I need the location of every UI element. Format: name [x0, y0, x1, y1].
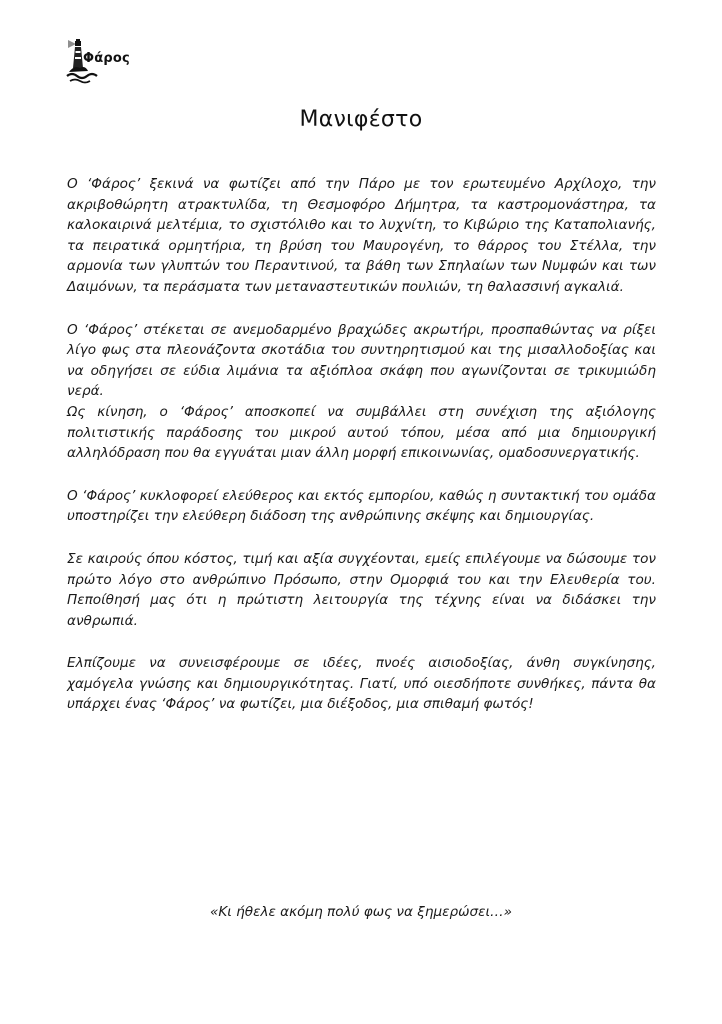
manifesto-body — [67, 174, 656, 737]
logo-text: Φάρος — [83, 51, 130, 66]
closing-quote: «Κι ήθελε ακόμη πολύ φως να ξημερώσει…» — [209, 904, 513, 920]
paragraph: Ο ‘Φάρος’ ξεκινά να φωτίζει από την Πάρο με τον ερωτευμένο Αρχίλοχο, την ακριβοθώρητη ατρακτυλίδα, τη Θεσμοφόρο Δήμητρα, τα καστρομονάστηρα, τα καλοκαιρινά μελτέμια, το σχιστόλιθο και το λυχνίτη, το Κιβώριο της Καταπολιανής, τα πειρατικά ορμητήρια, τη βρύση του Μαυρογένη, το θάρρος του Στέλλα, την αρμονία των γλυπτών του Περαντινού, τα βάθη των Σπηλαίων των Νυμφών και των Δαιμόνων, τα περάσματα των μεταναστευτικών πουλιών, τη θαλασσινή αγκαλιά. — [67, 176, 656, 295]
paragraph: Ο ‘Φάρος’ κυκλοφορεί ελεύθερος και εκτός εμπορίου, καθώς η συντακτική του ομάδα υποστηρίζει την ελεύθερη διάδοση της ανθρώπινης σκέψης και δημιουργίας. — [67, 487, 656, 525]
logo — [66, 38, 156, 84]
paragraph: Ελπίζουμε να συνεισφέρουμε σε ιδέες, πνοές αισιοδοξίας, άνθη συγκίνησης, χαμόγελα γνώσης και δημιουργικότητας. Γιατί, υπό οιεσδήποτε συνθήκες, πάντα θα υπάρχει ένας ‘Φάρος’ να φωτίζει, μια διέξοδος, μια σπιθαμή φωτός! — [67, 655, 656, 713]
paragraph: Σε καιρούς όπου κόστος, τιμή και αξία συγχέονται, εμείς επιλέγουμε να δώσουμε τον πρώτο λόγο στο ανθρώπινο Πρόσωπο, στην Ομορφιά του και την Ελευθερία του. Πεποίθησή μας ότι η πρώτιστη λειτουργία της τέχνης είναι να διδάσκει την ανθρωπιά. — [67, 550, 656, 629]
paragraph: Ο ‘Φάρος’ στέκεται σε ανεμοδαρμένο βραχώδες ακρωτήρι, προσπαθώντας να ρίξει λίγο φως στα πλεονάζοντα σκοτάδια του συντηρητισμού και της μισαλλοδοξίας και να οδηγήσει σε εύδια λιμάνια τα αξιόπλοα σκάφη που αγωνίζονται σε τρικυμιώδη νερά. — [67, 321, 656, 400]
page-title: Μανιφέστο — [299, 106, 423, 132]
paragraph: Ως κίνηση, ο ‘Φάρος’ αποσκοπεί να συμβάλλει στη συνέχιση της αξιόλογης πολιτιστικής παράδοσης του μικρού αυτού τόπου, μέσα από μια δημιουργική αλληλόδραση που θα εγγυάται μιαν άλλη μορφή επικοινωνίας, ομαδοσυνεργατικής. — [67, 403, 656, 462]
